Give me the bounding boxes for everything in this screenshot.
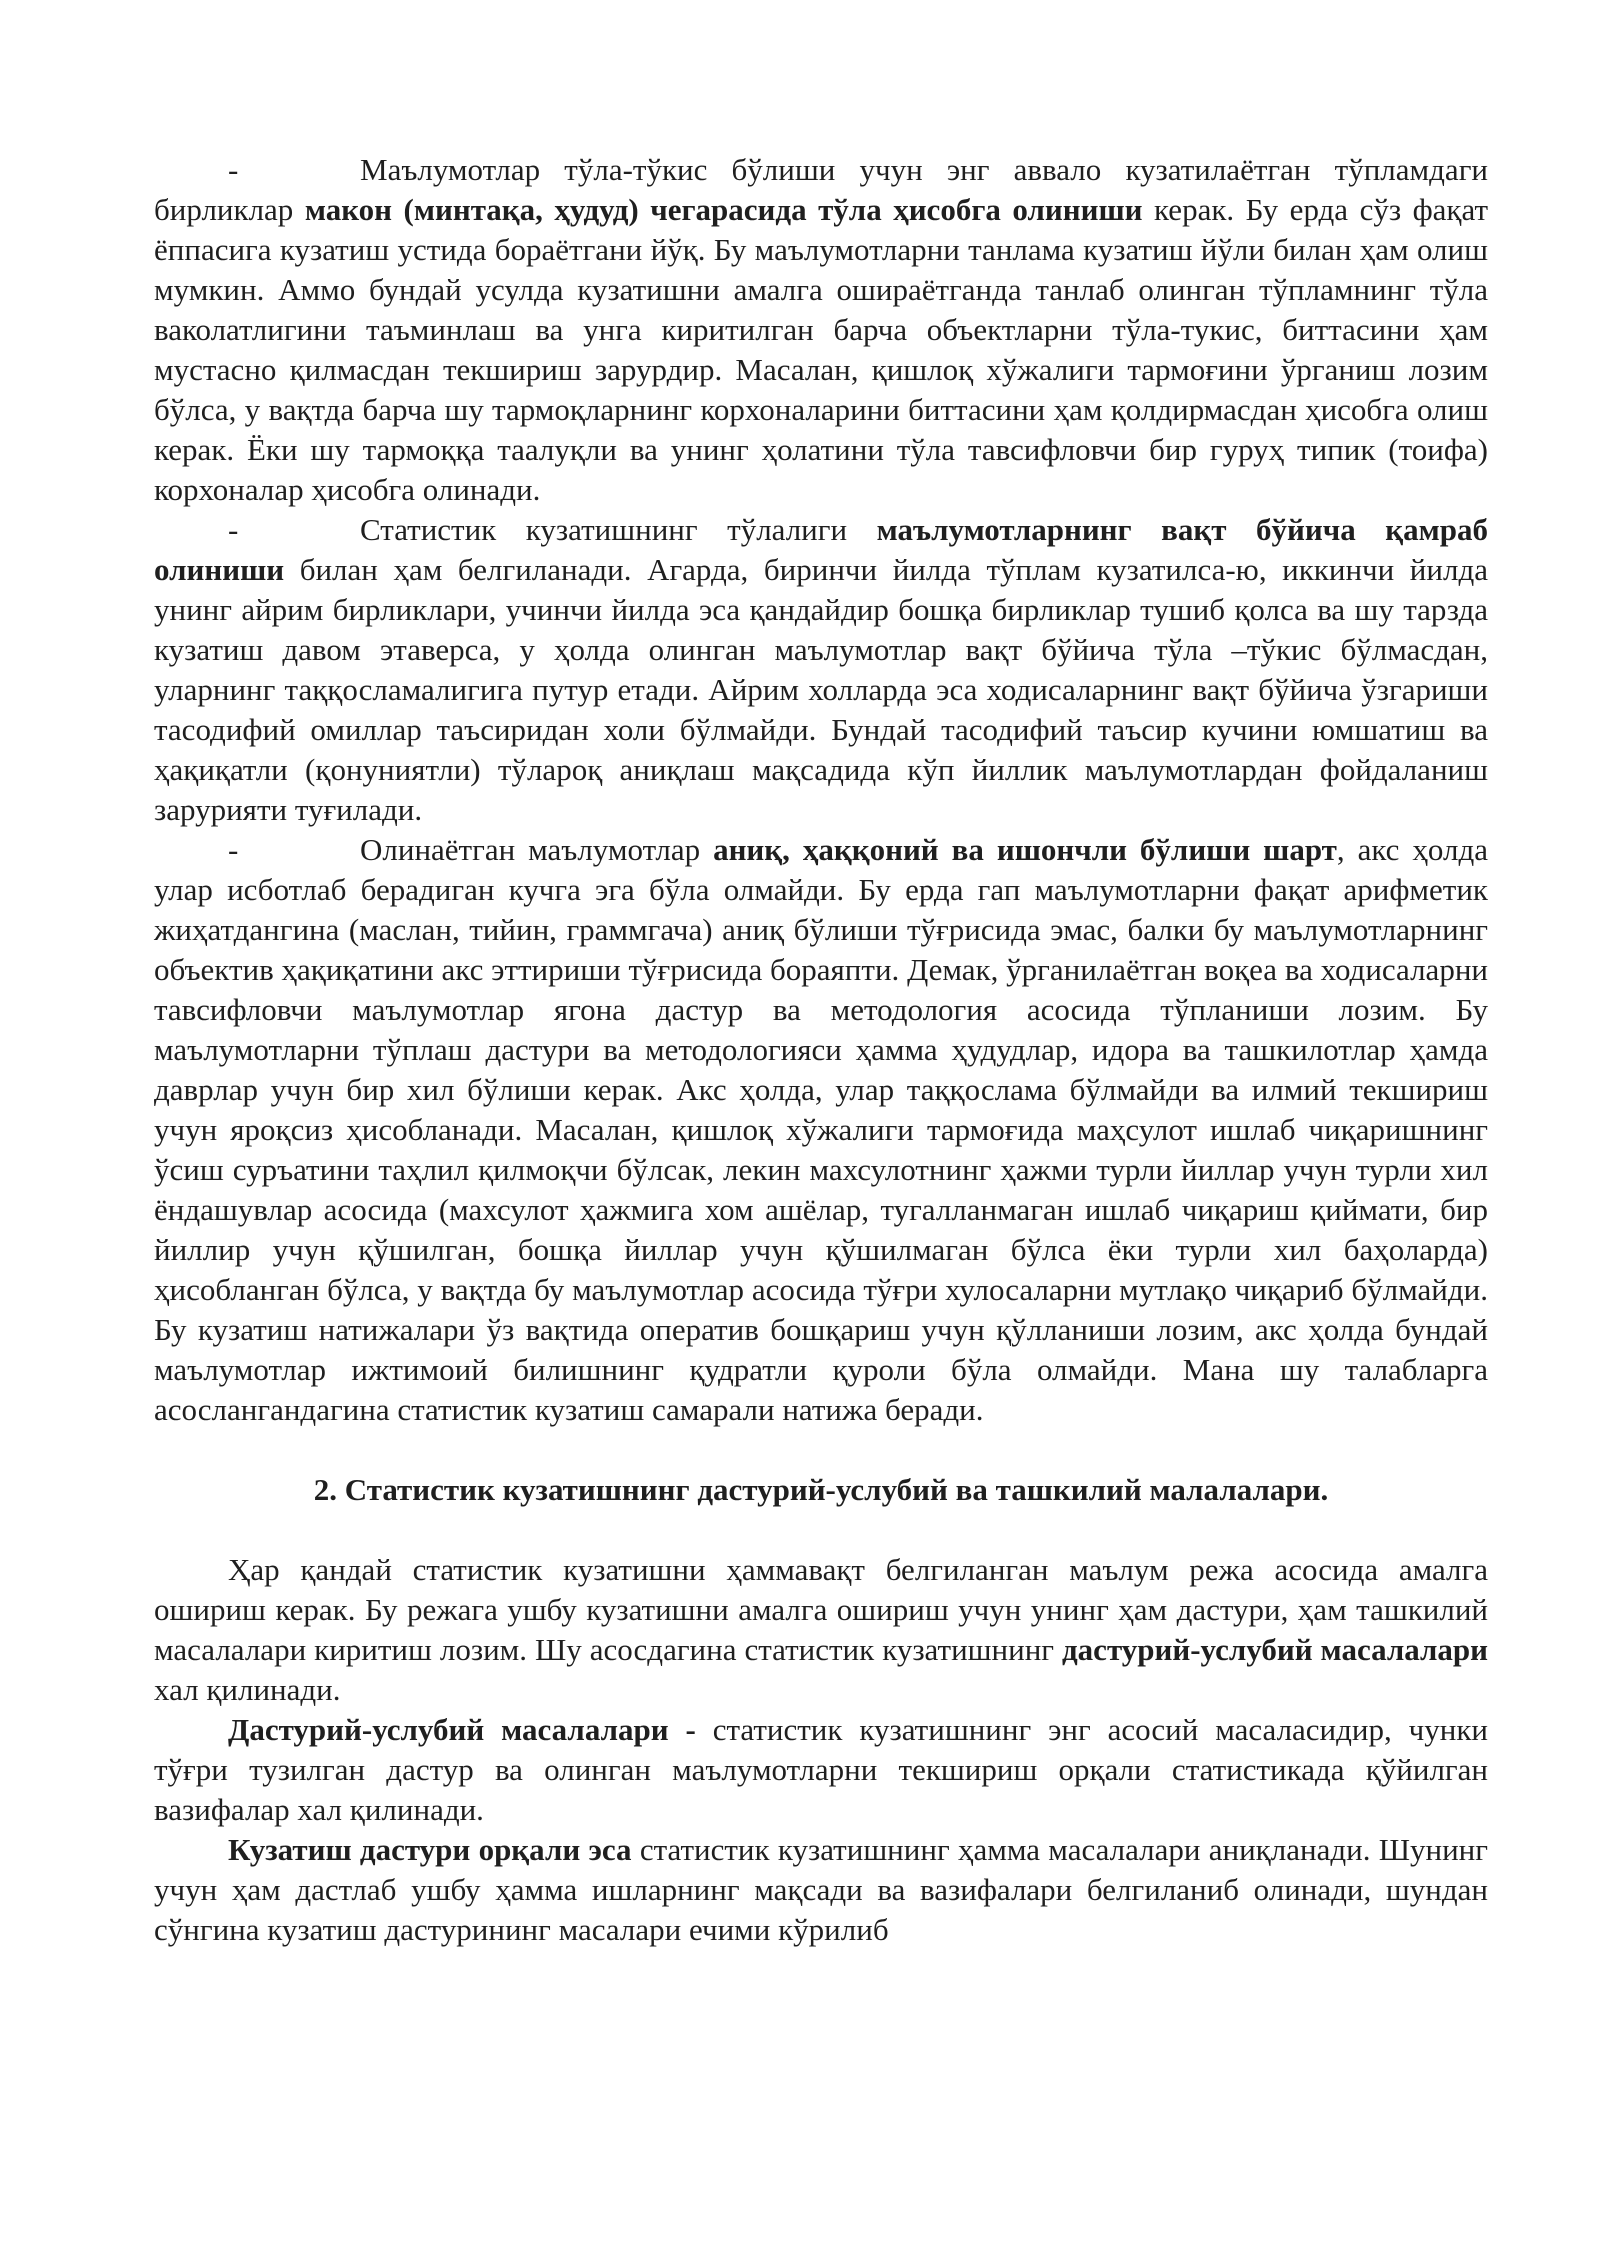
paragraph-text: билан ҳам белгиланади. Агарда, биринчи йилда тўплам кузатилса-ю, иккинчи йилда унинг айрим бирликлари, учинчи йилда эса қандайдир бошқа бирликлар тушиб қолса ва шу тарзда кузатиш давом этаверса, у ҳолда олинган маълумотлар вақт бўйича тўла –тўкис бўлмасдан, уларнинг таққосламалигига путур етади. Айрим холларда эса ходисаларнинг вақт бўйича ўзгариши тасодифий омиллар таъсиридан холи бўлмайди. Бундай тасодифий таъсир кучини юмшатиш ва ҳақиқатли (қонуниятли) тўлароқ аниқлаш мақсадида кўп йиллик маълумотлардан фойдаланиш зарурияти туғилади. (154, 552, 1488, 827)
paragraph-time-completeness (154, 510, 1488, 830)
paragraph-accuracy (154, 830, 1488, 1430)
paragraph-text: , акс ҳолда улар исботлаб берадиган кучга эга бўла олмайди. Бу ерда гап маълумотларни фақат арифметик жиҳатдангина (маслан, тийин, граммгача) аниқ бўлиши тўғрисида эмас, балки бу маълумотларнинг объектив ҳақиқатини акс эттириши тўғрисида бораяпти. Демак, ўрганилаётган воқеа ва ходисаларни тавсифловчи маълумотлар ягона дастур ва методология асосида тўпланиши лозим. Бу маълумотларни тўплаш дастури ва методологияси ҳамма ҳудудлар, идора ва ташкилотлар ҳамда даврлар учун бир хил бўлиши керак. Акс ҳолда, улар таққослама бўлмайди ва илмий текшириш учун яроқсиз ҳисобланади. Масалан, қишлоқ хўжалиги тармоғида маҳсулот ишлаб чиқаришнинг ўсиш суръатини таҳлил қилмоқчи бўлсак, лекин махсулотнинг ҳажми турли йиллар учун турли хил ёндашувлар асосида (махсулот ҳажмига хом ашёлар, тугалланмаган ишлаб чиқариш қиймати, бир йиллир учун қўшилган, бошқа йиллар учун қўшилмаган бўлса ёки турли хил баҳоларда) ҳисобланган бўлса, у вақтда бу маълумотлар асосида тўғри хулосаларни мутлақо чиқариб бўлмайди. Бу кузатиш натижалари ўз вақтида оператив бошқариш учун қўлланиши лозим, акс ҳолда бундай маълумотлар ижтимоий билишнинг қудратли қуроли бўла олмайди. Мана шу талабларга асослангандагина статистик кузатиш самарали натижа беради. (154, 832, 1488, 1427)
paragraph-observation-program (154, 1830, 1488, 1950)
paragraph-bold-text: Дастурий-услубий масалалари - (228, 1712, 696, 1747)
paragraph-text: статистик кузатишнинг ҳамма масалалари аниқланади. Шунинг учун ҳам дастлаб ушбу ҳамма ишларнинг мақсади ва вазифалари белгиланиб олинади, шундан сўнгина кузатиш дастурининг масалари ечими кўрилиб (154, 1832, 1488, 1947)
paragraph-program-methodology (154, 1710, 1488, 1830)
paragraph-bold-text: дастурий-услубий масалалари (1062, 1632, 1489, 1667)
list-dash: - (228, 512, 239, 547)
paragraph-bold-text: аниқ, ҳаққоний ва ишончли бўлиши шарт (713, 832, 1337, 867)
paragraph-text: керак. Бу ерда сўз фақат ёппасига кузатиш устида бораётгани йўқ. Бу маълумотларни танлама кузатиш йўли билан ҳам олиш мумкин. Аммо бундай усулда кузатишни амалга ошираётганда танлаб олинган тўпламнинг тўла ваколатлигини таъминлаш ва унга киритилган барча объектларни тўла-тукис, биттасини ҳам мустасно қилмасдан текшириш зарурдир. Масалан, қишлоқ хўжалиги тармоғини ўрганиш лозим бўлса, у вақтда барча шу тармоқларнинг корхоналарини биттасини ҳам қолдирмасдан ҳисобга олиш керак. Ёки шу тармоққа таалуқли ва унинг ҳолатини тўла тавсифловчи бир гуруҳ типик (тоифа) корхоналар ҳисобга олинади. (154, 192, 1488, 507)
paragraph-observation-plan (154, 1550, 1488, 1710)
paragraph-bold-text: Кузатиш дастури орқали эса (228, 1832, 632, 1867)
list-dash: - (228, 832, 239, 867)
paragraph-text: Маълумотлар тўла-тўкис бўлиши учун энг аввало кузатилаётган тўпламдаги бирликлар (154, 152, 1488, 227)
paragraph-text: хал қилинади. (154, 1672, 341, 1707)
paragraph-text: статистик кузатишнинг энг асосий масаласидир, чунки тўғри тузилган дастур ва олинган маълумотларни текшириш орқали статистикада қўйилган вазифалар хал қилинади. (154, 1712, 1488, 1827)
paragraph-text: Олинаётган маълумотлар (360, 832, 714, 867)
section-heading: 2. Статистик кузатишнинг дастурий-услубий ва ташкилий малалалари. (313, 1472, 1329, 1507)
paragraph-territorial-completeness (154, 150, 1488, 510)
paragraph-bold-text: макон (минтақа, ҳудуд) чегарасида тўла ҳисобга олиниши (304, 192, 1143, 227)
list-dash: - (228, 152, 239, 187)
paragraph-text: Статистик кузатишнинг тўлалиги (360, 512, 877, 547)
paragraph-text: Ҳар қандай статистик кузатишни ҳаммавақт белгиланган маълум режа асосида амалга ошириш керак. Бу режага ушбу кузатишни амалга ошириш учун унинг ҳам дастури, ҳам ташкилий масалалари киритиш лозим. Шу асосдагина статистик кузатишнинг (154, 1552, 1488, 1667)
paragraph-bold-text: маълумотларнинг вақт бўйича қамраб олиниши (154, 512, 1488, 587)
